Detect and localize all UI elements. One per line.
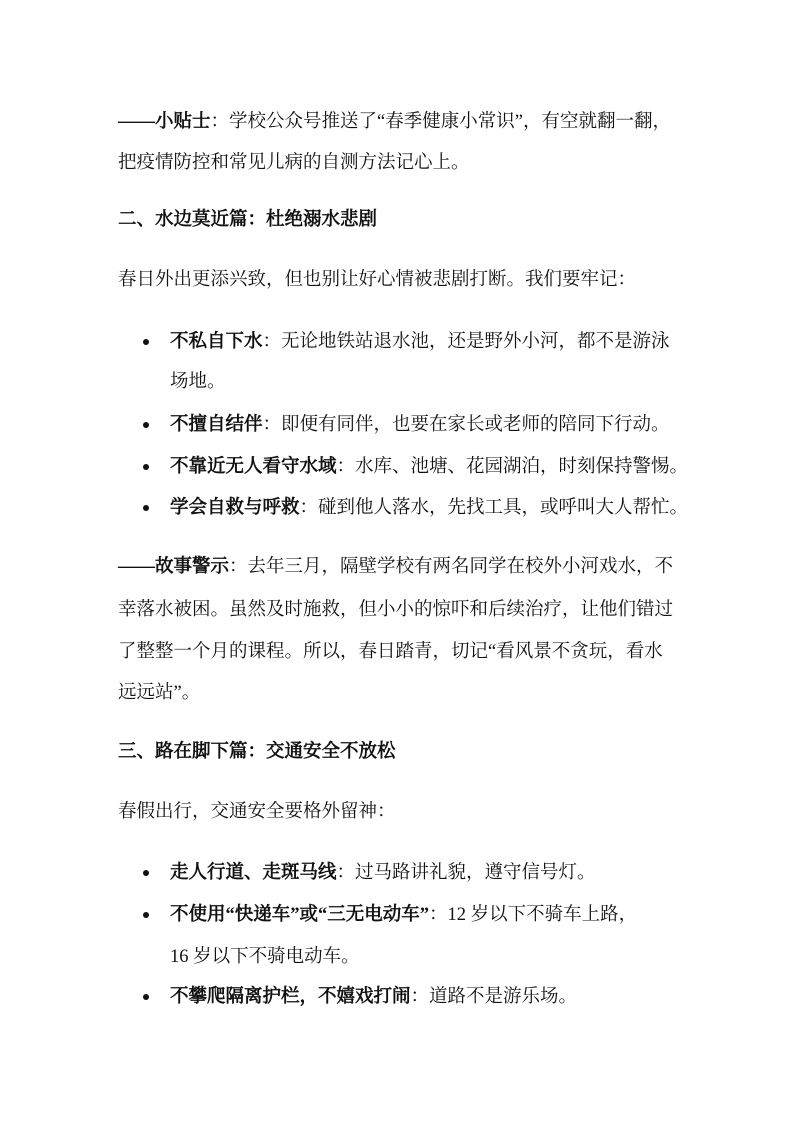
list-item-cont: 场地。: [170, 372, 226, 392]
section2-heading: 二、水边莫近篇：杜绝溺水悲剧: [118, 210, 378, 230]
story-line: 了整整一个月的课程。所以，春日踏青，切记“看风景不贪玩，看水: [118, 642, 663, 662]
bullet-icon: [143, 339, 149, 345]
list-item-cont: 16 岁以下不骑电动车。: [170, 947, 360, 967]
story-line: 远远站”。: [118, 683, 201, 703]
section2-intro: 春日外出更添兴致，但也别让好心情被悲剧打断。我们要牢记：: [118, 270, 637, 290]
bullet-icon: [143, 464, 149, 470]
bullet-icon: [143, 912, 149, 918]
list-item: 走人行道、走斑马线：过马路讲礼貌，遵守信号灯。: [170, 863, 596, 883]
story-label: ——故事警示: [118, 557, 230, 577]
list-item: 学会自救与呼救：碰到他人落水，先找工具，或呼叫大人帮忙。: [170, 498, 689, 518]
tip-text-2: 把疫情防控和常见儿病的自测方法记心上。: [118, 153, 470, 173]
bullet-icon: [143, 422, 149, 428]
bullet-icon: [143, 870, 149, 876]
tip-label: ——小贴士: [118, 112, 211, 132]
tip-text: ：学校公众号推送了“春季健康小常识”，有空就翻一翻，: [210, 112, 671, 132]
list-item: 不攀爬隔离护栏，不嬉戏打闹：道路不是游乐场。: [170, 987, 578, 1007]
list-item: 不私自下水：无论地铁站退水池，还是野外小河，都不是游泳: [170, 332, 670, 352]
bullet-icon: [143, 994, 149, 1000]
list-item: 不靠近无人看守水域：水库、池塘、花园湖泊，时刻保持警惕。: [170, 457, 689, 477]
section3-heading: 三、路在脚下篇：交通安全不放松: [118, 742, 396, 762]
section3-intro: 春假出行，交通安全要格外留神：: [118, 802, 396, 822]
list-item: 不擅自结伴：即便有同伴，也要在家长或老师的陪同下行动。: [170, 415, 670, 435]
list-item: 不使用“快递车”或“三无电动车”：12 岁以下不骑车上路，: [170, 905, 638, 925]
bullet-icon: [143, 505, 149, 511]
story-line: 幸落水被困。虽然及时施救，但小小的惊吓和后续治疗，让他们错过: [118, 600, 674, 620]
